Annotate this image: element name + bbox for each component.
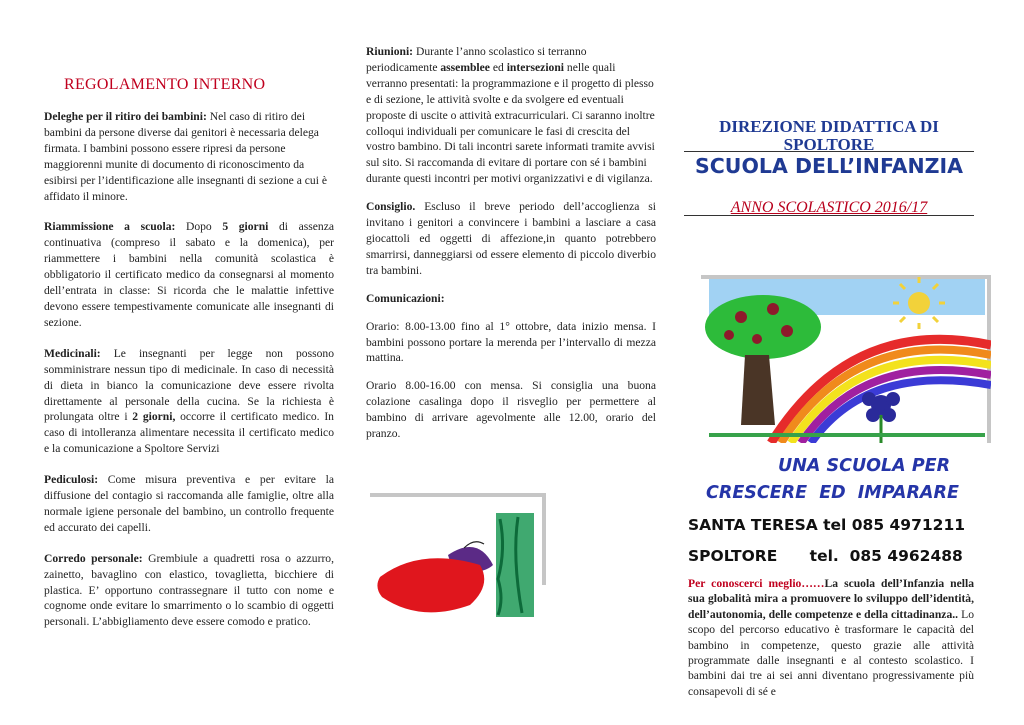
intro-paragraph <box>688 576 974 699</box>
regolamento-body <box>44 109 334 645</box>
riunioni-assemblee: assemblee <box>440 60 490 74</box>
riammissione-days: 5 giorni <box>222 220 269 234</box>
intro-bold: La scuola dell’Infanzia nella sua globalità mira a promuovere lo sviluppo dell’identità, dell’autonomia, delle competenze e della cittadinanza.. <box>688 577 974 621</box>
orario-2: Orario 8.00-16.00 con mensa. Si consiglia una buona colazione casalinga dopo il risveglio per permettere al bambino di arrivare agevolmente alle 12.00, orario del pranzo. <box>366 379 656 441</box>
corredo-text: Grembiule a quadretti rosa o azzurro, zainetto, bavaglino con elastico, tovaglietta, bicchiere di plastica. E’ opportuno contrassegnare il tutto con nome e cognome onde evitare lo smarrimento o lo scambio di oggetti personali. L’abbigliamento deve essere comodo e pratico. <box>44 551 335 629</box>
deleghe-text: Nel caso di ritiro dei bambini da persone diverse dai genitori è necessaria delega firmata. I bambini possono essere ripresi da persone maggiorenni munite di documento di riconoscimento da esibirsi per l’identificazione alle insegnanti di sezione a cui è affidato il minore. <box>44 110 327 203</box>
riammissione-label: Riammissione a scuola: <box>44 220 176 234</box>
intro-text: Lo scopo del percorso educativo è trasformare le capacità del bambino in competenze, questo grazie alle attività programmate dalle insegnanti e al contesto scolastico. I bambini dai tre ai sei anni diventano progressivamente più consapevoli di sé e <box>688 607 974 698</box>
consiglio-paragraph <box>366 199 656 279</box>
scuola-title: SCUOLA DELL’INFANZIA <box>695 154 963 178</box>
consiglio-label: Consiglio. <box>366 200 416 214</box>
divider-bottom <box>684 215 974 216</box>
phone-spoltore: SPOLTORE tel. 085 4962488 <box>688 547 963 565</box>
slogan-line-2: CRESCERE ED IMPARARE <box>706 483 959 503</box>
comunicazioni-label: Comunicazioni: <box>366 291 445 305</box>
phone-santa-teresa: SANTA TERESA tel 085 4971211 <box>688 516 966 534</box>
rainbow-tree-drawing <box>701 275 991 443</box>
comunicazioni-heading <box>366 291 656 307</box>
riammissione-paragraph <box>44 219 334 330</box>
corredo-paragraph <box>44 551 334 631</box>
pediculosi-paragraph <box>44 472 334 536</box>
riunioni-text-c: nelle quali verranno presentati: la programmazione e il progetto di plesso e di sezione, le attività svolte e da svolgere ed eventuali proposte di uscite o attività extracurriculari. Ci saranno inoltre colloqui individuali per comunicare le fasi di crescita del vostro bambino. Di tali incontri sarete informati tramite avvisi sul sito. Si raccomanda di evitare di portare con sé i bambini durante questi incontri per motivi organizzativi e di vigilanza. <box>366 60 655 186</box>
divider-top <box>684 151 974 152</box>
orario-1: Orario: 8.00-13.00 fino al 1° ottobre, data inizio mensa. I bambini possono portare la merenda per l’intervallo di mezza mattina. <box>366 319 656 365</box>
intro-red: Per conoscerci meglio…… <box>688 577 825 590</box>
info-body <box>366 44 656 454</box>
pediculosi-label: Pediculosi: <box>44 473 99 487</box>
riunioni-intersezioni: intersezioni <box>506 60 565 74</box>
pediculosi-text: Come misura preventiva e per evitare la diffusione del contagio si raccomanda alle famiglie, oltre alla normale igiene personale del bambino, un controllo frequente ed accurato dei capelli. <box>44 473 334 534</box>
medicinali-label: Medicinali: <box>44 346 101 360</box>
riammissione-text-b: di assenza continuativa (compreso il sabato e la domenica), per riammettere i bambini nella comunità scolastica è obbligatorio il certificato medico da consegnarsi al momento dell’entrata in classe: Si ricorda che le malattie infettive devono essere tempestivamente comunicate alle insegnanti di sezione. <box>44 220 335 329</box>
flower-drawing <box>368 493 548 621</box>
corredo-label: Corredo personale: <box>44 551 143 565</box>
anno-scolastico: ANNO SCOLASTICO 2016/17 <box>730 199 928 216</box>
direzione-title: DIREZIONE DIDATTICA DI SPOLTORE <box>719 117 939 154</box>
slogan-line-1: UNA SCUOLA PER <box>778 456 951 476</box>
consiglio-text: Escluso il breve periodo dell’accoglienza si invitano i genitori a convincere i bambini a lasciare a casa giocattoli ed oggetti di affezione,in quanto potrebbero smarrirsi, danneggiarsi od essere elemento di piccolo diverbio tra bambini. <box>366 200 656 277</box>
riunioni-text-b: ed <box>489 60 507 74</box>
deleghe-label: Deleghe per il ritiro dei bambini: <box>44 110 207 123</box>
medicinali-text-a: Le insegnanti per legge non possono somministrare nessun tipo di medicinale. In caso di necessità di dieta in bianco la comunicazione deve essere rivolta direttamente al personale della cucina. Se la richiesta è prolungata oltre i <box>44 346 334 424</box>
deleghe-paragraph <box>44 109 334 204</box>
medicinali-text-b: occorre il certificato medico. In caso di intolleranza alimentare necessita il certificato medico e la comunicazione a Spoltore Servizi <box>44 410 334 456</box>
medicinali-paragraph <box>44 346 334 457</box>
riunioni-text-a: Durante l’anno scolastico si terranno periodicamente <box>366 45 587 74</box>
medicinali-days: 2 giorni, <box>132 410 176 424</box>
riunioni-paragraph <box>366 44 656 187</box>
riammissione-text-a: Dopo <box>175 220 223 234</box>
regolamento-title: REGOLAMENTO INTERNO <box>64 76 266 93</box>
riunioni-label: Riunioni: <box>366 45 414 58</box>
